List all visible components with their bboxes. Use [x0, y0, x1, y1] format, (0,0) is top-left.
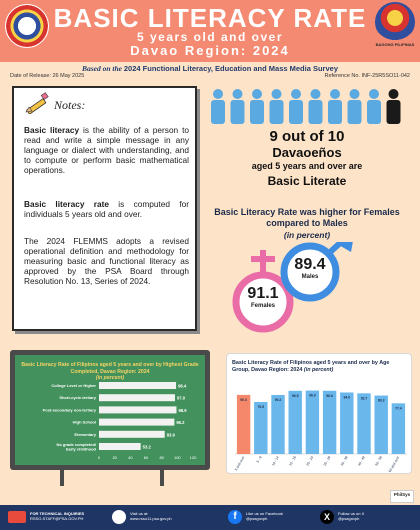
female-rate-value: 91.1	[247, 285, 279, 302]
age-bar	[374, 396, 387, 454]
basic-literacy-rate-text: is computed for individuals 5 years old and over.	[24, 199, 190, 219]
grade-bar-value: 83.9	[166, 432, 175, 438]
facebook-label: Like us on Facebook	[246, 511, 283, 516]
age-bar-value: 79.5	[257, 404, 265, 409]
facebook-icon[interactable]: f	[228, 510, 242, 524]
person-icon	[367, 89, 381, 124]
age-bar	[306, 391, 319, 454]
person-icon	[348, 89, 362, 124]
x-handle[interactable]: @psagovph	[338, 516, 360, 521]
basic-literacy-definition	[24, 125, 189, 175]
grade-bar	[99, 406, 176, 413]
female-rate	[238, 285, 288, 309]
grade-chart-board	[10, 350, 210, 470]
person-icon	[309, 89, 323, 124]
person-icon	[387, 89, 401, 124]
person-icon	[231, 89, 245, 124]
grade-category-label: Elementary	[74, 431, 96, 437]
reference-number: Reference No. INF-25R5SO11-042	[324, 73, 410, 79]
age-bar-value: 77.4	[395, 406, 402, 411]
bagong-pilipinas-logo-icon	[375, 2, 415, 42]
people-pictogram	[207, 88, 407, 126]
grade-bar-value: 96.2	[176, 420, 185, 426]
bagong-pilipinas-caption: BAGONG PILIPINAS	[375, 42, 415, 47]
inquiries-email[interactable]: RSSO-STAFF@PSA.GOV.PH	[30, 516, 84, 521]
grade-bar	[99, 431, 165, 438]
age-bar-value: 90.3	[240, 397, 247, 402]
age-category-label: 5 - 9	[255, 455, 263, 464]
grade-category-label: No grade completed/ Early childhood	[56, 442, 96, 452]
age-bar	[392, 403, 405, 454]
x-icon[interactable]: X	[320, 510, 334, 524]
age-chart-unit: (in percent)	[303, 367, 334, 373]
grade-x-tick: 100	[173, 455, 181, 460]
grade-bar-value: 97.0	[176, 395, 186, 401]
age-chart-card	[226, 353, 412, 474]
age-bar	[357, 393, 370, 454]
age-bar	[340, 392, 353, 454]
age-bar	[237, 395, 250, 454]
age-bar-value: 96.6	[326, 393, 333, 398]
grade-x-tick: 20	[112, 455, 117, 460]
age-category-label: 25 - 29	[322, 455, 332, 467]
grade-x-tick: 60	[143, 455, 149, 460]
person-icon	[270, 89, 284, 124]
grade-bar	[99, 443, 141, 450]
age-bar-value: 90.2	[274, 397, 282, 402]
grade-chart-title-text: Basic Literacy Rate of Filipinos aged 5 years and over by Highest Grade Completed, Davao Region: 2024	[21, 362, 199, 375]
sex-comparison-unit: (in percent)	[283, 230, 331, 240]
age-category-label: 15 - 19	[288, 455, 298, 467]
basic-literacy-text: is the ability of a person to read and write a simple message in any language or dialect with understanding, and to compute or perform basic mathematical operations.	[24, 125, 189, 175]
age-bar	[288, 391, 301, 454]
age-bar-value: 96.9	[309, 393, 316, 398]
person-icon	[211, 89, 225, 124]
basic-literacy-term: Basic literacy	[24, 125, 80, 135]
survey-basis	[0, 64, 420, 73]
facebook-handle[interactable]: @psagovph	[246, 516, 268, 521]
basic-literacy-rate-term: Basic literacy rate	[24, 199, 110, 209]
philsys-badge: PhilSys	[390, 490, 414, 503]
female-rate-label: Females	[250, 303, 275, 309]
grade-x-tick: 120	[189, 455, 197, 460]
age-category-label: 10 - 14	[271, 455, 280, 467]
grade-category-label: College Level or Higher	[51, 383, 96, 388]
pencil-icon	[24, 92, 50, 114]
age-bar-value: 89.3	[377, 398, 385, 403]
header-banner	[0, 0, 420, 62]
grade-category-label: High School	[72, 419, 96, 425]
grade-chart	[15, 355, 205, 465]
age-bar	[323, 391, 336, 454]
grade-category-label: Post-secondary non-tertiary	[42, 407, 96, 413]
page-subtitle-age: 5 years old and over	[136, 30, 284, 44]
globe-icon	[112, 510, 126, 524]
person-icon	[250, 89, 264, 124]
psa-footer-logo-icon	[8, 511, 26, 523]
notes-title: Notes:	[54, 98, 86, 112]
grade-x-tick: 0	[97, 455, 101, 460]
age-category-label: 50 - 59	[374, 455, 384, 467]
age-chart	[227, 354, 413, 475]
survey-basis-prefix: Based on the	[82, 64, 123, 73]
grade-bar-value: 98.4	[178, 383, 187, 389]
female-symbol-stem	[260, 250, 266, 276]
survey-basis-name: 2024 Functional Literacy, Education and Mass Media Survey	[123, 64, 338, 73]
grade-x-tick: 80	[159, 455, 164, 460]
age-bar-value: 94.0	[343, 395, 351, 400]
grade-chart-unit: (in percent)	[95, 375, 125, 382]
male-rate-label: Males	[301, 274, 319, 280]
grade-bar-value: 53.2	[142, 444, 151, 450]
age-bar	[271, 395, 284, 454]
age-category-label: 20 - 24	[305, 455, 315, 467]
age-qualifier: aged 5 years and over are	[251, 161, 363, 171]
age-category-label: 30 - 39	[339, 455, 349, 467]
person-icon	[328, 89, 342, 124]
methodology-note: The 2024 FLEMMS adopts a revised operational definition and methodology for measuring basic and functional literacy as approved by the PSA Board through Resolution No. 13, Series of 2024.	[24, 236, 189, 286]
male-rate	[285, 256, 335, 280]
easel-leg-right	[160, 468, 164, 486]
page-title: BASIC LITERACY RATE	[53, 3, 367, 33]
website-link[interactable]: www.rsso11.psa.gov.ph	[130, 516, 172, 521]
female-symbol-bar	[251, 256, 275, 262]
page-subtitle-region: Davao Region: 2024	[130, 43, 290, 58]
age-category-label: 5 and over	[233, 455, 246, 472]
age-bar-value: 96.5	[291, 393, 299, 398]
basic-literacy-rate-definition	[24, 199, 189, 219]
x-label: Follow us on X	[338, 511, 365, 516]
age-bar	[254, 402, 267, 454]
sex-comparison-heading: Basic Literacy Rate was higher for Females compared to Males	[214, 207, 400, 228]
easel-leg-left	[60, 468, 64, 486]
person-icon	[289, 89, 303, 124]
literacy-status: Basic Literate	[267, 174, 347, 188]
inquiries-label: FOR TECHNICAL INQUIRIES	[30, 511, 85, 516]
grade-category-label: Short-cycle-tertiary	[59, 395, 96, 401]
grade-bar	[99, 394, 175, 401]
grade-bar	[99, 419, 174, 426]
age-bar-value: 92.7	[360, 396, 368, 401]
grade-x-tick: 40	[128, 455, 133, 460]
age-category-label: 40 - 49	[357, 455, 366, 467]
grade-bar-value: 98.9	[178, 407, 187, 413]
grade-chart-panel	[15, 355, 205, 465]
release-date: Date of Release: 26 May 2025	[10, 73, 85, 79]
male-rate-value: 89.4	[294, 256, 326, 273]
region-people: Davaoeños	[272, 145, 342, 160]
grade-bar	[99, 382, 176, 389]
notes-card	[12, 86, 197, 331]
age-chart-title-text: Basic Literacy Rate of Filipinos aged 5 years and over by Age Group, Davao Region: 2024	[232, 360, 390, 373]
visit-label: Visit us at:	[130, 511, 149, 516]
literacy-ratio: 9 out of 10	[269, 128, 345, 145]
age-category-label: 60 and over	[387, 455, 401, 474]
